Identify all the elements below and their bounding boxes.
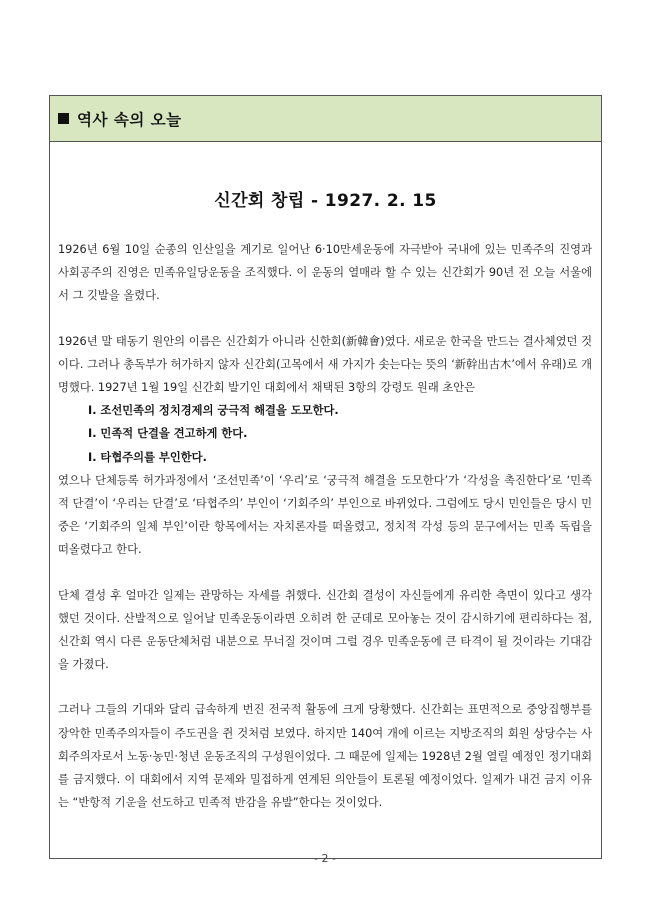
directive-item: Ⅰ. 조선민족의 정치경제의 궁극적 해결을 도모한다.: [88, 404, 339, 418]
paragraph-3: 단체 결성 후 얼마간 일제는 관망하는 자세를 취했다. 신간회 결성이 자신들에게 유리한 측면이 있다고 생각했던 것이다. 산발적으로 일어날 민족운동이라면 오히려 한 군데로 모아놓는 것이 감시하기에 편리하다는 점, 신간회 역시 다른 운동단체처럼 내분으로 무너질 것이며 그럴 경우 민족운동에 큰 타격이 될 것이라는 기대감을 가졌다.: [58, 588, 592, 672]
square-bullet-icon: [58, 113, 69, 124]
history-today-box: [49, 95, 602, 859]
paragraph-2-continuation: 였으나 단체등록 허가과정에서 ‘조선민족’이 ‘우리’로 ‘궁극적 해결을 도모한다’가 ‘각성을 촉진한다’로 ‘민족적 단결’이 ‘우리는 단결’로 ‘타협주의’ 부인이 ‘기회주의’ 부인으로 바뀌었다. 그럼에도 당시 민인들은 당시 민중은 ‘기회주의 일체 부인’이란 항목에서는 자치론자를 떠올렸고, 정치적 각성 등의 문구에서는 민족 독립을 떠올렸다고 한다.: [58, 473, 592, 557]
paragraph-2: [58, 330, 592, 562]
article-body: [50, 238, 601, 814]
directive-item: Ⅰ. 타협주의를 부인한다.: [88, 450, 207, 464]
page-number: - 2 -: [314, 852, 336, 865]
paragraph-1: 1926년 6월 10일 순종의 인산일을 계기로 일어난 6·10만세운동에 자극받아 국내에 있는 민족주의 진영과 사회공주의 진영은 민족유일당운동을 조직했다. 이 운동의 열매라 할 수 있는 신간회가 90년 전 오늘 서울에서 그 깃발을 올렸다.: [58, 243, 592, 303]
section-title: 역사 속의 오늘: [77, 110, 182, 129]
article-title: 신간회 창립 - 1927. 2. 15: [214, 191, 437, 211]
paragraph-4: 그러나 그들의 기대와 달리 급속하게 번진 전국적 활동에 크게 당황했다. 신간회는 표면적으로 중앙집행부를 장악한 민족주의자들이 주도권을 쥔 것처럼 보였다. 하지만 140여 개에 이르는 지방조직의 회원 상당수는 사회주의자로서 노동·농민·청년 운동조직의 구성원이었다. 그 때문에 일제는 1928년 2월 열릴 예정인 정기대회를 금지했다. 이 대회에서 지역 문제와 밀접하게 연계된 의안들이 토론될 예정이었다. 일제가 내건 금지 이유는 “반항적 기운을 선도하고 민족적 반감을 유발”한다는 것이었다.: [58, 703, 592, 810]
directives-list: [58, 399, 592, 469]
paragraph-2-intro: 1926년 말 태동기 원안의 이름은 신간회가 아니라 신한회(新韓會)였다. 새로운 한국을 만드는 결사체였던 것이다. 그러나 총독부가 허가하지 않자 신간회(고목에서 새 가지가 솟는다는 뜻의 ‘新幹出古木’에서 유래)로 개명했다. 1927년 1월 19일 신간회 발기인 대회에서 채택된 3항의 강령도 원래 초안은: [58, 334, 592, 395]
section-header: [50, 96, 601, 142]
directive-item: Ⅰ. 민족적 단결을 견고하게 한다.: [88, 427, 248, 441]
